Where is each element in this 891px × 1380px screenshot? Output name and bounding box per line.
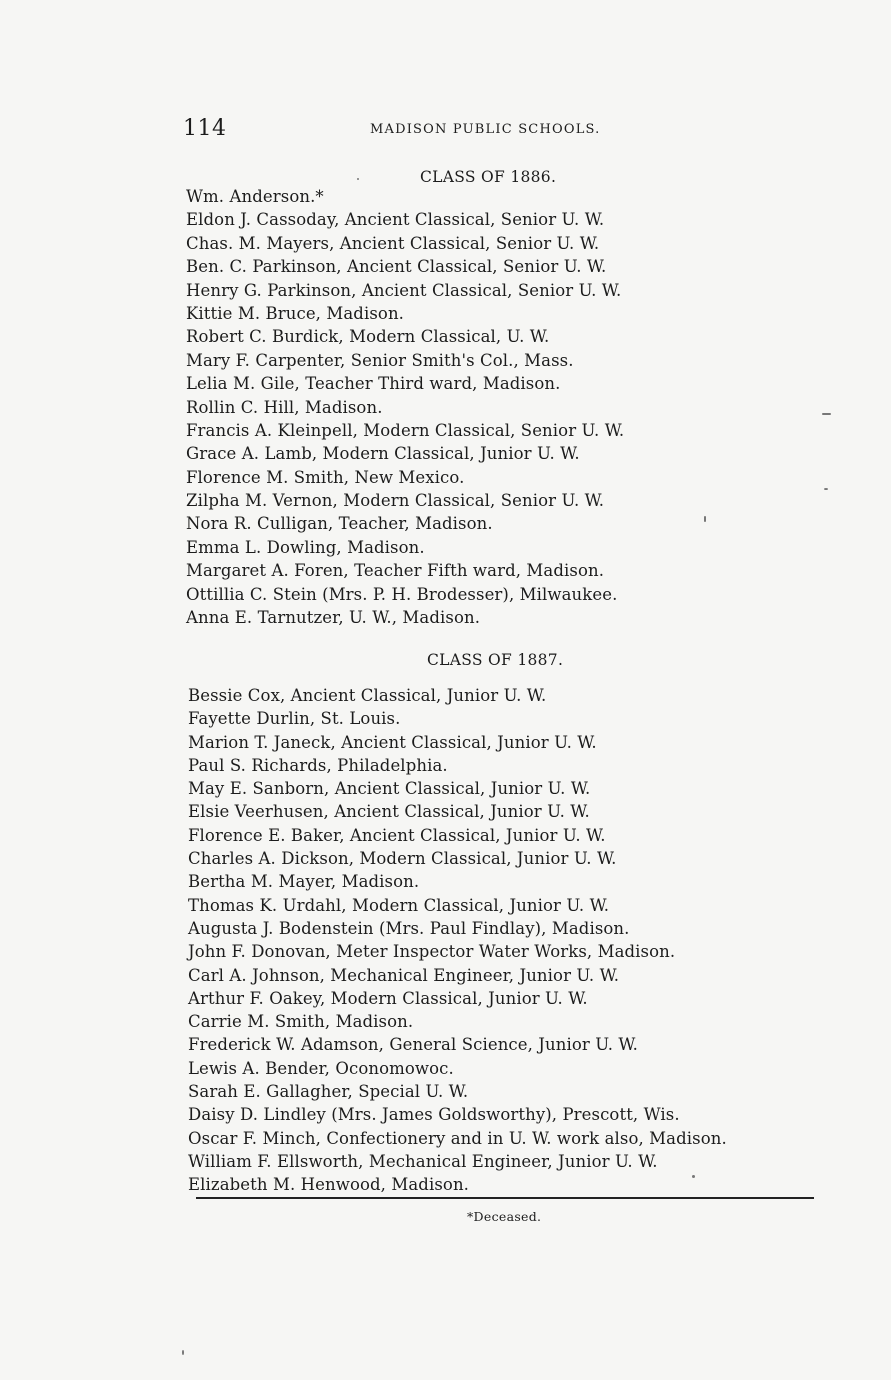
list-item: Sarah E. Gallagher, Special U. W.: [188, 1082, 469, 1102]
scan-speck: [822, 413, 831, 415]
scan-speck: [692, 1175, 695, 1178]
list-item: Frederick W. Adamson, General Science, Junior U. W.: [188, 1035, 638, 1055]
list-item: Wm. Anderson.*: [186, 187, 324, 206]
list-item: Thomas K. Urdahl, Modern Classical, Junior U. W.: [188, 895, 610, 915]
list-item: Florence E. Baker, Ancient Classical, Junior U. W.: [188, 825, 606, 845]
class-1887-heading: CLASS OF 1887.: [427, 651, 564, 669]
list-item: Nora R. Culligan, Teacher, Madison.: [186, 514, 493, 534]
footnote-divider: [196, 1197, 814, 1199]
list-item: Francis A. Kleinpell, Modern Classical, Senior U. W.: [186, 420, 625, 440]
class-1886-heading: CLASS OF 1886.: [420, 168, 557, 186]
list-item: Florence M. Smith, New Mexico.: [186, 467, 465, 487]
list-item: John F. Donovan, Meter Inspector Water Works, Madison.: [188, 942, 676, 962]
list-item: Emma L. Dowling, Madison.: [186, 537, 425, 557]
list-item: Mary F. Carpenter, Senior Smith's Col., Mass.: [186, 350, 574, 370]
class-1886-list: [186, 185, 624, 629]
list-item: Daisy D. Lindley (Mrs. James Goldsworthy), Prescott, Wis.: [188, 1105, 680, 1125]
list-item: Eldon J. Cassoday, Ancient Classical, Senior U. W.: [186, 210, 605, 230]
list-item: Elsie Veerhusen, Ancient Classical, Junior U. W.: [188, 802, 590, 822]
list-item: Rollin C. Hill, Madison.: [186, 397, 383, 417]
list-item: Augusta J. Bodenstein (Mrs. Paul Findlay), Madison.: [188, 918, 630, 938]
page-header: [183, 116, 623, 144]
list-item: Zilpha M. Vernon, Modern Classical, Senior U. W.: [186, 491, 605, 511]
list-item: Robert C. Burdick, Modern Classical, U. W.: [186, 327, 550, 347]
list-item: May E. Sanborn, Ancient Classical, Junior U. W.: [188, 779, 591, 799]
scan-speck: [704, 516, 706, 522]
scan-speck: [182, 1350, 184, 1355]
list-item: Henry G. Parkinson, Ancient Classical, Senior U. W.: [186, 280, 622, 300]
scan-speck: [357, 178, 359, 180]
list-item: Ottillia C. Stein (Mrs. P. H. Brodesser), Milwaukee.: [186, 584, 618, 604]
list-item: Oscar F. Minch, Confectionery and in U. W. work also, Madison.: [188, 1128, 727, 1148]
list-item: Chas. M. Mayers, Ancient Classical, Senior U. W.: [186, 233, 600, 253]
footnote: *Deceased.: [467, 1209, 542, 1224]
list-item: Lelia M. Gile, Teacher Third ward, Madison.: [186, 374, 561, 394]
list-item: Bessie Cox, Ancient Classical, Junior U. W.: [188, 686, 547, 705]
list-item: Paul S. Richards, Philadelphia.: [188, 755, 448, 775]
page-number: 114: [183, 116, 227, 141]
list-item: Margaret A. Foren, Teacher Fifth ward, Madison.: [186, 561, 605, 581]
class-1887-list: [188, 684, 727, 1197]
list-item: Anna E. Tarnutzer, U. W., Madison.: [186, 608, 481, 628]
scan-speck: [824, 488, 828, 490]
list-item: Marion T. Janeck, Ancient Classical, Junior U. W.: [188, 732, 597, 752]
list-item: Carl A. Johnson, Mechanical Engineer, Junior U. W.: [188, 965, 620, 985]
list-item: Fayette Durlin, St. Louis.: [188, 709, 401, 729]
list-item: Arthur F. Oakey, Modern Classical, Junior U. W.: [188, 988, 588, 1008]
list-item: Grace A. Lamb, Modern Classical, Junior U. W.: [186, 444, 580, 464]
running-title: MADISON PUBLIC SCHOOLS.: [370, 122, 601, 137]
list-item: Elizabeth M. Henwood, Madison.: [188, 1175, 470, 1195]
list-item: Carrie M. Smith, Madison.: [188, 1012, 414, 1032]
list-item: William F. Ellsworth, Mechanical Engineer, Junior U. W.: [188, 1151, 658, 1171]
list-item: Charles A. Dickson, Modern Classical, Junior U. W.: [188, 849, 617, 869]
list-item: Lewis A. Bender, Oconomowoc.: [188, 1058, 454, 1078]
list-item: Kittie M. Bruce, Madison.: [186, 303, 405, 323]
list-item: Bertha M. Mayer, Madison.: [188, 872, 420, 892]
list-item: Ben. C. Parkinson, Ancient Classical, Senior U. W.: [186, 257, 607, 277]
